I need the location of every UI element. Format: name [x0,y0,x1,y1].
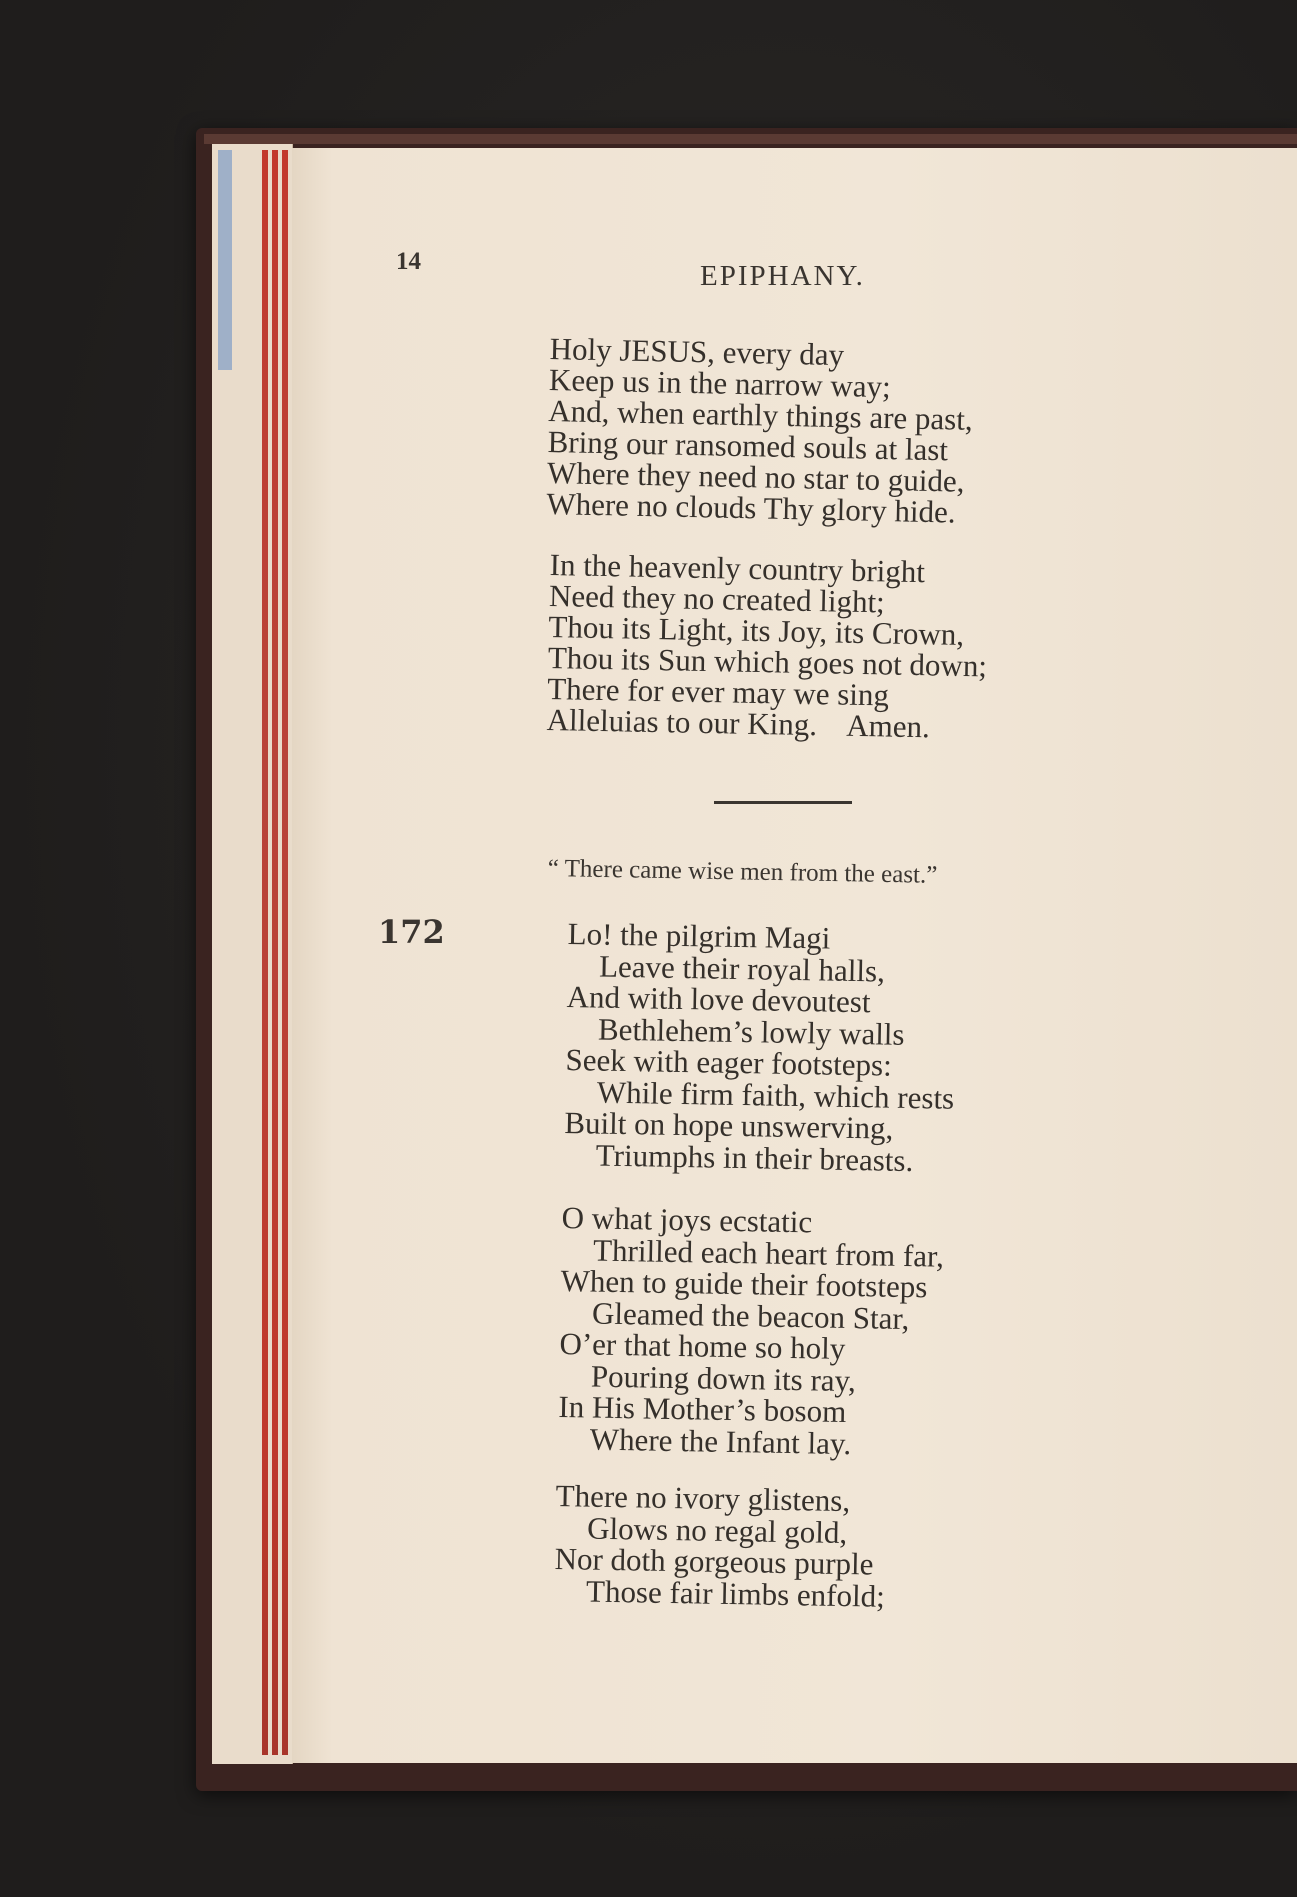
stanza [558,1202,945,1461]
verse-line: Alleluias to our King. Amen. [546,701,931,745]
verse-line: And with love devoutest [566,978,871,1020]
verse-line: Triumphs in their breasts. [595,1137,914,1178]
page-leaf [236,144,251,1764]
verse-line: Need they no created light; [548,577,886,620]
cover-top-edge [204,134,1297,144]
verse-line: And, when earthly things are past, [548,392,974,437]
verse-line: Built on hope unswerving, [564,1104,894,1146]
red-page-edge [272,150,278,1755]
red-page-edge [262,150,268,1755]
verse-line: Holy JESUS, every day [549,331,845,373]
verse-line: Keep us in the narrow way; [548,361,892,405]
verse-line: Nor doth gorgeous purple [554,1540,874,1582]
verse-line: In the heavenly country bright [549,547,926,590]
verse-line: Leave their royal halls, [598,948,886,989]
verse-line: There for ever may we sing [546,670,890,713]
verse-line: Gleamed the beacon Star, [591,1295,910,1336]
stanza [564,918,958,1177]
page-stack [212,144,292,1764]
verse-line: There no ivory glistens, [555,1478,851,1519]
verse-line: Thou its Light, its Joy, its Crown, [548,608,965,652]
hymn-number: 172 [378,913,445,951]
verse-line: Thrilled each heart from far, [592,1232,945,1274]
verse-line: Where they need no star to guide, [546,454,965,499]
verse-line: Bring our ransomed souls at last [547,423,949,468]
verse-line: In His Mother’s bosom [558,1388,847,1429]
section-divider [714,801,852,804]
stanza [546,333,974,528]
hymn-epigraph: “ There came wise men from the east.” [547,855,938,889]
verse-line: Thou its Sun which goes not down; [547,639,988,684]
red-page-edge [282,150,288,1755]
verse-line: O what joys ecstatic [561,1200,813,1240]
page-number: 14 [396,248,421,275]
verse-line: Lo! the pilgrim Magi [567,916,831,956]
verse-line: Pouring down its ray, [590,1358,857,1398]
stanza [546,549,989,743]
verse-line: Those fair limbs enfold; [585,1573,886,1614]
verse-line: When to guide their footsteps [560,1262,928,1305]
verse-line: O’er that home so holy [559,1325,846,1366]
verse-line: Where the Infant lay. [589,1421,852,1461]
verse-line: Bethlehem’s lowly walls [597,1011,905,1052]
verse-line: Where no clouds Thy glory hide. [546,485,956,530]
verse-line: While firm faith, which rests [596,1074,955,1116]
running-head: EPIPHANY. [700,260,865,292]
verse-line: Glows no regal gold, [586,1510,848,1550]
stanza [554,1480,887,1612]
verse-line: Seek with eager footsteps: [565,1041,893,1083]
ribbon-marker [218,150,232,370]
